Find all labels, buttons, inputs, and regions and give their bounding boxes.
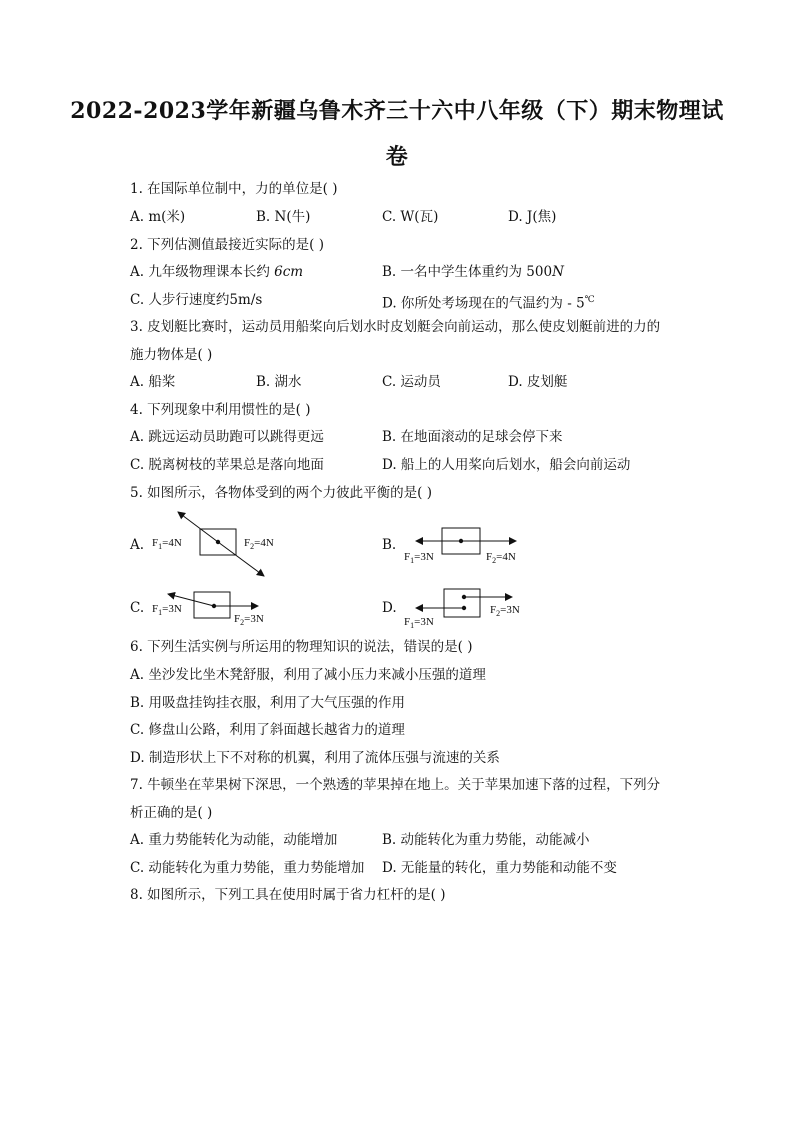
q1-option-d: D. J(焦) (508, 209, 557, 225)
q2-option-d: D. 你所处考场现在的气温约为 - 5℃ (382, 295, 595, 312)
q4-option-d: D. 船上的人用桨向后划水，船会向前运动 (382, 457, 631, 473)
q2-option-b: B. 一名中学生体重约为 500N (382, 264, 564, 280)
svg-text:F1=3N: $F_1=3N$ (404, 551, 434, 565)
q5-option-d-label: D. (382, 600, 397, 616)
q7-option-b: B. 动能转化为重力势能，动能减小 (382, 832, 590, 848)
q1-option-c: C. W(瓦) (382, 209, 439, 225)
svg-text:F1=3N: $F_1=3N$ (152, 603, 182, 617)
svg-text:F2=3N: $F_2=3N$ (234, 613, 264, 627)
q3-stem-line1: 3. 皮划艇比赛时，运动员用船桨向后划水时皮划艇会向前运动，那么使皮划艇前进的力的 (130, 319, 661, 335)
q5-figure-d (400, 585, 530, 637)
svg-text:F2=4N: $F_2=4N$ (244, 537, 274, 551)
q5-b-f1: 3N (420, 551, 434, 563)
q1-option-a: A. m(米) (130, 209, 186, 225)
q5-option-c-label: C. (130, 600, 145, 616)
q5-option-a-label: A. (130, 537, 145, 553)
q5-a-f2: 4N (260, 537, 274, 549)
page-title-line2: 卷 (385, 144, 409, 170)
q7-option-d: D. 无能量的转化，重力势能和动能不变 (382, 860, 617, 876)
q2-option-c: C. 人步行速度约5m/s (130, 292, 263, 308)
q3-option-b: B. 湖水 (256, 374, 302, 390)
q7-option-c: C. 动能转化为重力势能，重力势能增加 (130, 860, 365, 876)
q8-stem: 8. 如图所示，下列工具在使用时属于省力杠杆的是( ) (130, 887, 446, 903)
q5-a-f1: 4N (168, 537, 182, 549)
q1-option-b: B. N(牛) (256, 209, 311, 225)
q5-figure-a (150, 508, 290, 587)
q4-option-c: C. 脱离树枝的苹果总是落向地面 (130, 457, 324, 473)
q5-d-f1: 3N (420, 616, 434, 628)
q6-option-c: C. 修盘山公路，利用了斜面越长越省力的道理 (130, 722, 405, 738)
q7-option-a: A. 重力势能转化为动能，动能增加 (130, 832, 338, 848)
q5-c-f2: 3N (250, 613, 264, 625)
q7-stem-line1: 7. 牛顿坐在苹果树下深思，一个熟透的苹果掉在地上。关于苹果加速下落的过程，下列分 (130, 777, 661, 793)
q4-option-b: B. 在地面滚动的足球会停下来 (382, 429, 563, 445)
q1-stem: 1. 在国际单位制中，力的单位是( ) (130, 181, 338, 197)
svg-text:F1=4N: $F_1=4N$ (152, 537, 182, 551)
svg-text:F2=3N: $F_2=3N$ (490, 604, 520, 618)
q4-stem: 4. 下列现象中利用惯性的是( ) (130, 402, 311, 418)
q6-option-a: A. 坐沙发比坐木凳舒服，利用了减小压力来减小压强的道理 (130, 667, 486, 683)
q5-figure-c (150, 585, 280, 634)
q3-option-a: A. 船桨 (130, 374, 176, 390)
page-title-line1: 2022-2023学年新疆乌鲁木齐三十六中八年级（下）期末物理试 (70, 98, 724, 124)
q3-stem-line2: 施力物体是( ) (130, 347, 213, 363)
q6-option-d: D. 制造形状上下不对称的机翼，利用了流体压强与流速的关系 (130, 750, 500, 766)
svg-text:F1=3N: $F_1=3N$ (404, 616, 434, 630)
q2-option-a: A. 九年级物理课本长约 6cm (130, 264, 304, 280)
q7-stem-line2: 析正确的是( ) (130, 805, 213, 821)
q5-stem: 5. 如图所示，各物体受到的两个力彼此平衡的是( ) (130, 485, 432, 501)
q3-option-c: C. 运动员 (382, 374, 441, 390)
q5-figure-b (400, 522, 530, 571)
q2-stem: 2. 下列估测值最接近实际的是( ) (130, 237, 324, 253)
q6-stem: 6. 下列生活实例与所运用的物理知识的说法，错误的是( ) (130, 639, 473, 655)
q5-d-f2: 3N (506, 604, 520, 616)
q5-c-f1: 3N (168, 603, 182, 615)
svg-text:F2=4N: $F_2=4N$ (486, 551, 516, 565)
q5-b-f2: 4N (502, 551, 516, 563)
q5-option-b-label: B. (382, 537, 397, 553)
q3-option-d: D. 皮划艇 (508, 374, 568, 390)
q6-option-b: B. 用吸盘挂钩挂衣服，利用了大气压强的作用 (130, 695, 406, 711)
q4-option-a: A. 跳远运动员助跑可以跳得更远 (130, 429, 324, 445)
